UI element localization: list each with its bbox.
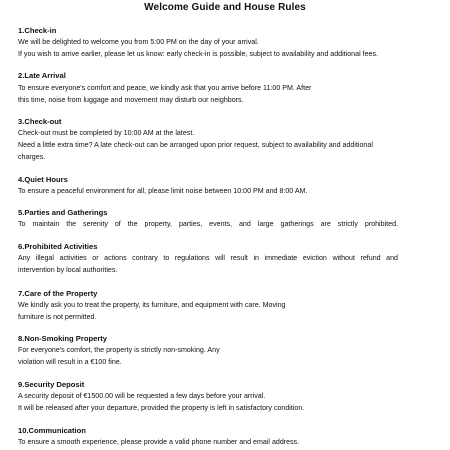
section-heading-check-in: 1.Check-in [18,26,57,35]
section-line: Check-out must be completed by 10:00 AM at the latest. [18,129,195,137]
section-line: It will be released after your departure, provided the property is left in satisfactory condition. [18,404,305,412]
section-heading-non-smoking: 8.Non-Smoking Property [18,334,108,343]
document-title: Welcome Guide and House Rules [144,2,306,13]
section-heading-parties: 5.Parties and Gatherings [18,208,108,217]
section-line: furniture is not permitted. [18,313,97,321]
section-line: We will be delighted to welcome you from 5:00 PM on the day of your arrival. [18,38,259,46]
section-line: A security deposit of €1500.00 will be requested a few days before your arrival. [18,392,266,400]
section-line: intervention by local authorities. [18,266,118,274]
section-heading-late-arrival: 2.Late Arrival [18,71,66,80]
section-line: To ensure a peaceful environment for all, please limit noise between 10:00 PM and 8:00 AM. [18,187,308,195]
section-line: To maintain the serenity of the property, parties, events, and large gatherings are strictly prohibited. [18,220,398,228]
section-heading-security-deposit: 9.Security Deposit [18,380,85,389]
section-line: For everyone's comfort, the property is strictly non-smoking. Any [18,346,220,354]
section-line: this time, noise from luggage and movement may disturb our neighbors. [18,96,244,104]
section-line: charges. [18,153,46,161]
section-heading-prohibited-activities: 6.Prohibited Activities [18,242,98,251]
section-line: violation will result in a €100 fine. [18,358,122,366]
section-line: If you wish to arrive earlier, please let us know: early check-in is possible, subject to availability and additional fees. [18,50,378,58]
section-line: Need a little extra time? A late check-out can be arranged upon prior request, subject to availability and additional [18,141,373,149]
section-line: To ensure everyone's comfort and peace, we kindly ask that you arrive before 11:00 PM. After [18,84,312,92]
section-heading-quiet-hours: 4.Quiet Hours [18,175,68,184]
section-line: Any illegal activities or actions contrary to regulations will result in immediate eviction without refund and [18,254,398,262]
section-line: To ensure a smooth experience, please provide a valid phone number and email address. [18,438,300,446]
section-heading-communication: 10.Communication [18,426,86,435]
section-heading-check-out: 3.Check-out [18,117,62,126]
section-line: We kindly ask you to treat the property, its furniture, and equipment with care. Moving [18,301,286,309]
section-heading-care-of-property: 7.Care of the Property [18,289,98,298]
